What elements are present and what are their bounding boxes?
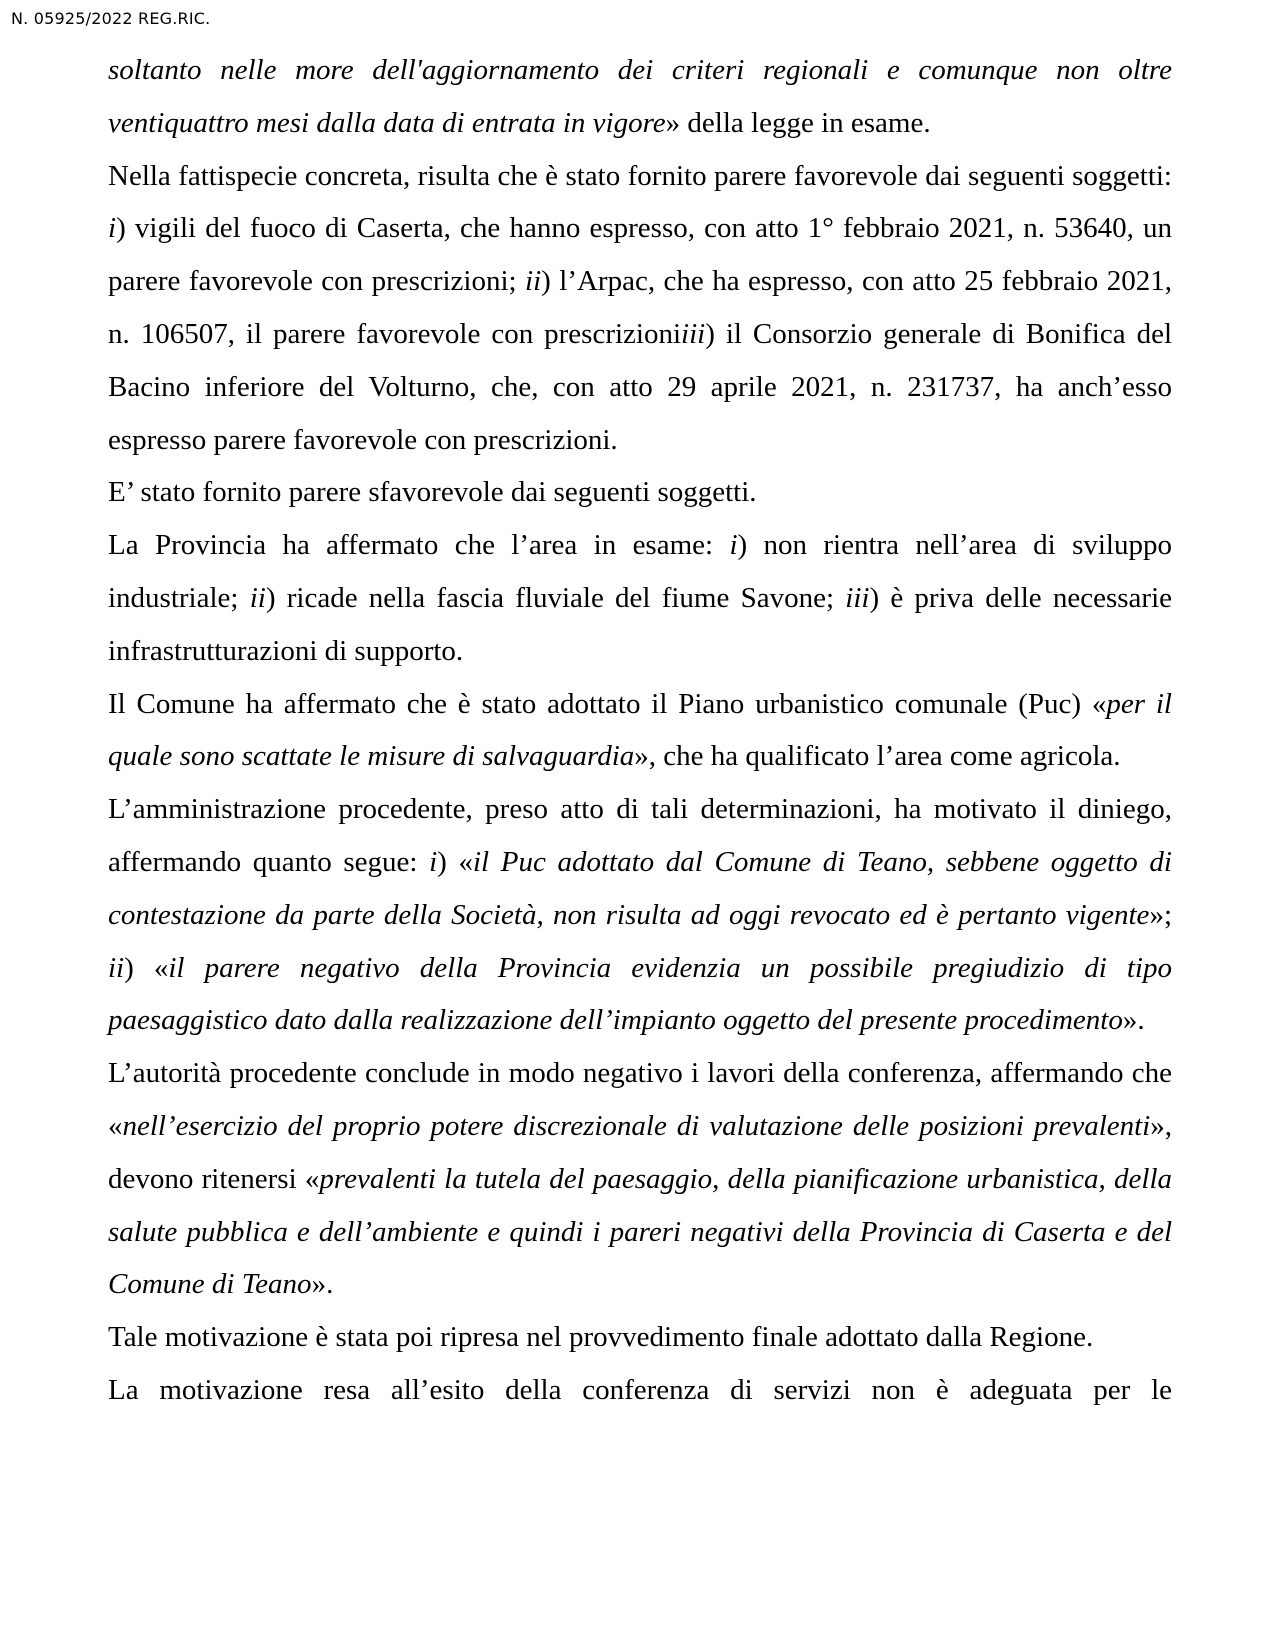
italic-text-segment: i bbox=[108, 212, 117, 245]
text-segment: ». bbox=[1122, 1004, 1145, 1037]
italic-text-segment: i bbox=[429, 845, 438, 878]
paragraph-8 bbox=[108, 1311, 1172, 1364]
text-segment: ) « bbox=[124, 951, 169, 984]
paragraph-1 bbox=[108, 44, 1172, 150]
italic-text-segment: prevalenti la tutela del paesaggio, della pianificazione urbanistica, della salute pubblica e dell’ambiente e quindi i pareri negativi della Provincia di Caserta e del Comune di Teano bbox=[108, 1162, 1173, 1301]
italic-text-segment: il parere negativo della Provincia evidenzia un possibile pregiudizio di tipo paesaggistico dato dalla realizzazione dell’impianto oggetto del presente procedimento bbox=[108, 951, 1172, 1037]
document-reference-number: N. 05925/2022 REG.RIC. bbox=[11, 9, 211, 28]
paragraph-5 bbox=[108, 678, 1172, 784]
italic-text-segment: ii bbox=[249, 581, 266, 614]
paragraph-2 bbox=[108, 150, 1172, 467]
text-segment: ) « bbox=[437, 845, 473, 878]
text-segment: L’autorità procedente conclude in modo negativo i lavori della conferenza, affermando che « bbox=[108, 1057, 1172, 1142]
text-segment: La Provincia ha affermato che l’area in esame: bbox=[108, 529, 730, 562]
italic-text-segment: ii bbox=[108, 951, 125, 984]
text-segment: ) vigili del fuoco di Caserta, che hanno espresso, con atto 1° febbraio 2021, n. 53640, un parere favorevole con prescrizioni; bbox=[108, 212, 1172, 298]
text-segment: Il Comune ha affermato che è stato adottato il Piano urbanistico comunale (Puc) « bbox=[108, 687, 1107, 720]
italic-text-segment: il Puc adottato dal Comune di Teano, sebbene oggetto di contestazione da parte della Società, non risulta ad oggi revocato ed è pertanto vigente bbox=[108, 845, 1172, 931]
text-segment: ». bbox=[311, 1268, 334, 1301]
text-segment: ) il Consorzio generale di Bonifica del Bacino inferiore del Volturno, che, con atto 29 aprile 2021, n. 231737, ha anch’esso espresso parere favorevole con prescrizioni. bbox=[108, 317, 1172, 456]
italic-text-segment: i bbox=[729, 529, 738, 562]
paragraph-3 bbox=[108, 466, 1172, 519]
italic-text-segment: ii bbox=[525, 265, 542, 298]
text-segment: ) non rientra nell’area di sviluppo industriale; bbox=[108, 529, 1172, 614]
text-segment: », devono ritenersi « bbox=[108, 1109, 1172, 1195]
italic-text-segment: iii bbox=[845, 581, 870, 614]
italic-text-segment: iii bbox=[681, 317, 706, 350]
text-segment: L’amministrazione procedente, preso atto di tali determinazioni, ha motivato il diniego, affermando quanto segue: bbox=[108, 793, 1172, 878]
text-segment: La motivazione resa all’esito della conferenza di servizi non è adeguata per le bbox=[108, 1373, 1172, 1406]
text-segment: »; bbox=[1149, 898, 1172, 931]
text-segment: », che ha qualificato l’area come agricola. bbox=[634, 740, 1121, 773]
paragraph-7 bbox=[108, 1047, 1172, 1311]
italic-text-segment: soltanto nelle more dell'aggiornamento dei criteri regionali e comunque non oltre ventiquattro mesi dalla data di entrata in vigore bbox=[108, 54, 1172, 139]
italic-text-segment: per il quale sono scattate le misure di salvaguardia bbox=[108, 687, 1172, 773]
paragraph-6 bbox=[108, 783, 1172, 1047]
text-segment: ) ricade nella fascia fluviale del fiume Savone; bbox=[265, 581, 846, 614]
text-segment: E’ stato fornito parere sfavorevole dai seguenti soggetti. bbox=[108, 476, 757, 509]
document-body bbox=[108, 44, 1172, 1417]
text-segment: ) l’Arpac, che ha espresso, con atto 25 febbraio 2021, n. 106507, il parere favorevole con prescrizioni bbox=[108, 265, 1173, 350]
italic-text-segment: nell’esercizio del proprio potere discrezionale di valutazione delle posizioni prevalenti bbox=[122, 1109, 1151, 1142]
text-segment: Nella fattispecie concreta, risulta che è stato fornito parere favorevole dai seguenti soggetti: bbox=[108, 159, 1172, 192]
paragraph-9 bbox=[108, 1364, 1172, 1417]
text-segment: » della legge in esame. bbox=[665, 106, 931, 139]
text-segment: Tale motivazione è stata poi ripresa nel provvedimento finale adottato dalla Regione. bbox=[108, 1321, 1094, 1354]
paragraph-4 bbox=[108, 519, 1172, 677]
text-segment: ) è priva delle necessarie infrastrutturazioni di supporto. bbox=[108, 581, 1172, 667]
